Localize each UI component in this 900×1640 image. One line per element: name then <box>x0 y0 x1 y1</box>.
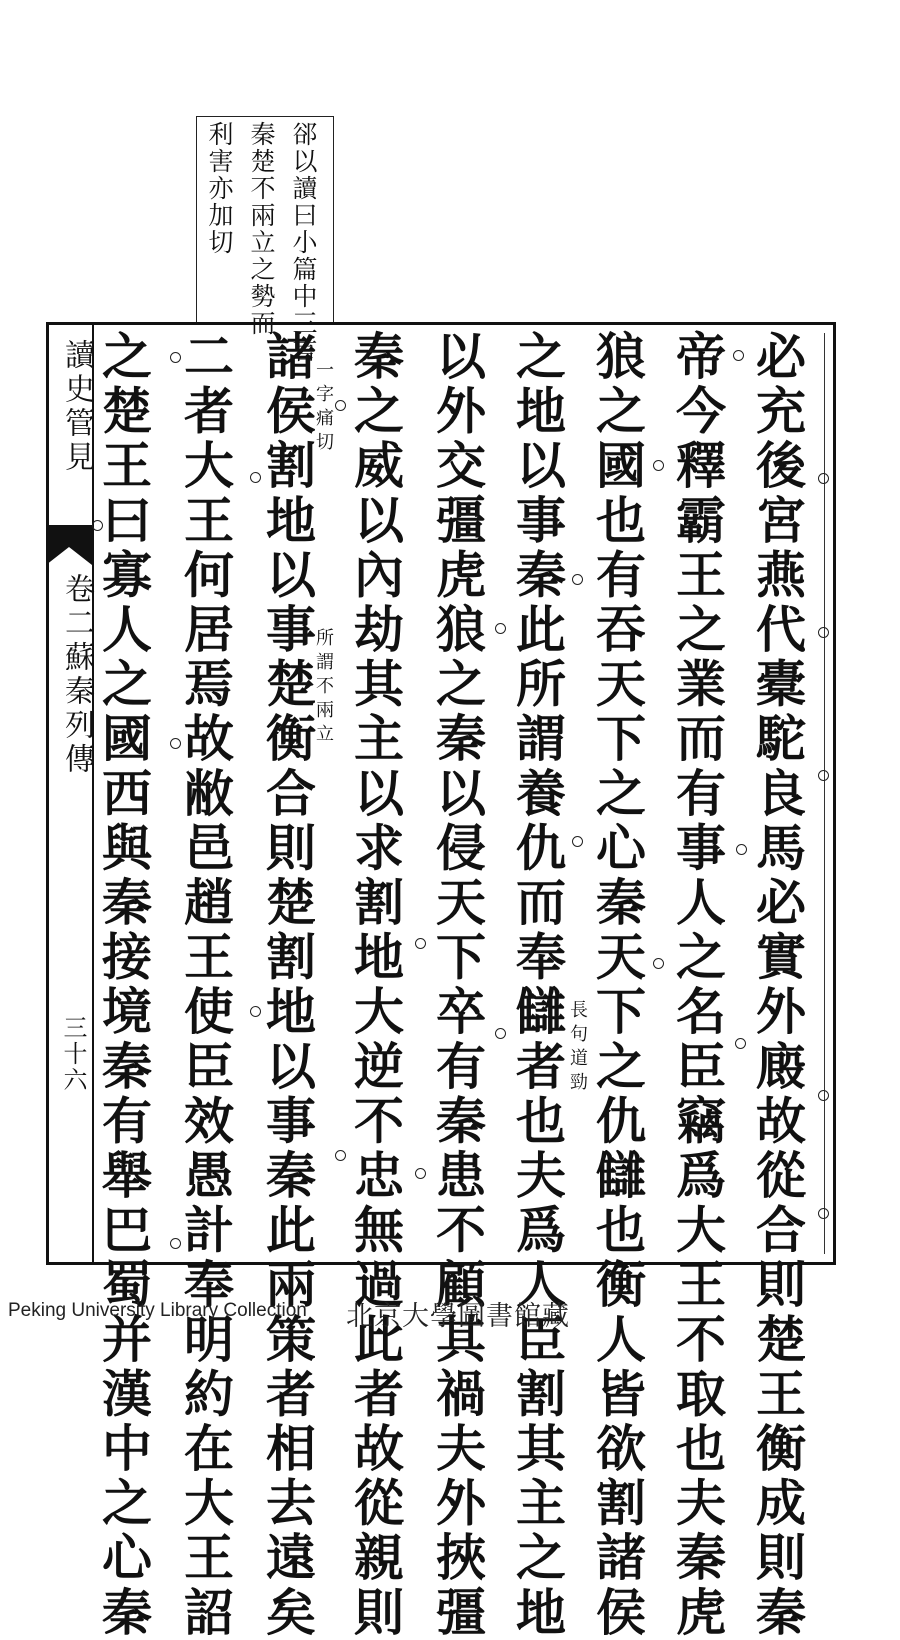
marginal-note-line: 利害亦加切 <box>205 121 234 256</box>
page-number: 三十六 <box>59 1015 87 1093</box>
text-column: 二者大王何居焉故敝邑趙王使臣效愚計奉明約在大王詔 <box>176 330 235 1640</box>
book-spine <box>46 325 94 1262</box>
book-title: 讀史管見 <box>59 339 94 475</box>
text-column: 狼之國也有吞天下之心秦天下之仇讎也衡人皆欲割諸侯 <box>588 330 647 1640</box>
punctuation-circle <box>415 1168 426 1179</box>
text-column: 以外交彊虎狼之秦以侵天下卒有秦患不顧其禍夫外挾彊 <box>428 330 487 1640</box>
marginal-note-line: 秦楚不兩立之勢而 <box>247 121 276 337</box>
punctuation-circle <box>495 623 506 634</box>
punctuation-circle <box>818 627 829 638</box>
chapter-title: 卷二蘇秦列傳 <box>59 573 94 777</box>
punctuation-circle <box>733 350 744 361</box>
collection-credit-english: Peking University Library Collection <box>8 1300 307 1321</box>
interlinear-annotation: 所謂不兩立 <box>313 628 334 748</box>
interlinear-annotation: 一字痛切 <box>313 360 334 456</box>
punctuation-circle <box>170 1238 181 1249</box>
text-column: 之楚王曰寡人之國西與秦接境秦有舉巴蜀并漢中之心秦 <box>94 330 153 1640</box>
fish-tail-mark <box>46 525 92 565</box>
punctuation-circle <box>170 738 181 749</box>
punctuation-circle <box>653 460 664 471</box>
punctuation-circle <box>92 520 103 531</box>
punctuation-circle <box>335 1150 346 1161</box>
text-column: 諸侯割地以事楚衡合則楚割地以事秦此兩策者相去遠矣 <box>258 330 317 1640</box>
frame-rule <box>824 333 825 1254</box>
punctuation-circle <box>818 770 829 781</box>
punctuation-circle <box>335 400 346 411</box>
interlinear-annotation: 長句道勁 <box>567 1000 588 1096</box>
text-column: 帝今釋霸王之業而有事人之名臣竊爲大王不取也夫秦虎 <box>668 330 727 1640</box>
punctuation-circle <box>653 958 664 969</box>
text-column: 秦之威以內劫其主以求割地大逆不忠無過此者故從親則 <box>346 330 405 1640</box>
marginal-note-line: 郤以讀曰小篇中三言 <box>289 121 318 364</box>
marginal-note-slip <box>196 116 334 364</box>
punctuation-circle <box>818 1090 829 1101</box>
text-column: 必充後宮燕代橐駝良馬必實外廄故從合則楚王衡成則秦 <box>748 330 807 1640</box>
punctuation-circle <box>495 1028 506 1039</box>
text-column: 之地以事秦此所謂養仇而奉讎者也夫爲人臣割其主之地 <box>508 330 567 1640</box>
punctuation-circle <box>818 1208 829 1219</box>
punctuation-circle <box>572 836 583 847</box>
punctuation-circle <box>735 1038 746 1049</box>
collection-credit-chinese: 北京大學圖書館藏 <box>346 1301 570 1332</box>
punctuation-circle <box>250 472 261 483</box>
punctuation-circle <box>170 352 181 363</box>
punctuation-circle <box>415 938 426 949</box>
punctuation-circle <box>818 473 829 484</box>
punctuation-circle <box>250 1006 261 1017</box>
punctuation-circle <box>572 574 583 585</box>
punctuation-circle <box>736 844 747 855</box>
